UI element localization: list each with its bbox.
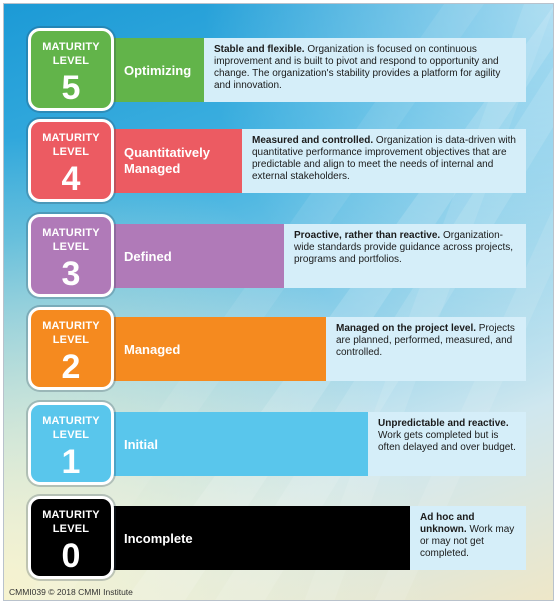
maturity-levels-diagram	[3, 3, 554, 601]
level-3-description-heading: Proactive, rather than reactive.	[294, 230, 441, 241]
level-5-description-text: Organization is focused on continuous improvement and is built to pivot and respond to opportunity and change. The organization's stability provides a platform for agility and innovation.	[214, 44, 501, 91]
level-4-name-bar	[104, 129, 252, 193]
badge-label-level: LEVEL	[52, 55, 90, 67]
level-4-number: 4	[61, 160, 81, 198]
badge-label-maturity: MATURITY	[42, 227, 100, 239]
badge-label-level: LEVEL	[52, 429, 90, 441]
level-4-badge-label	[31, 131, 111, 159]
level-0-badge-label	[31, 508, 111, 536]
badge-label-maturity: MATURITY	[42, 41, 100, 53]
level-4-description	[242, 129, 526, 193]
level-2-number: 2	[61, 348, 81, 386]
badge-label-level: LEVEL	[52, 334, 90, 346]
level-0-name: Incomplete	[124, 530, 193, 546]
level-4-description-heading: Measured and controlled.	[252, 135, 374, 146]
level-2-badge-label	[31, 319, 111, 347]
level-4-badge	[28, 119, 114, 202]
level-5-name: Optimizing	[124, 62, 192, 78]
level-3-badge-label	[31, 226, 111, 254]
level-2-name-bar	[104, 317, 336, 381]
level-5-badge-label	[31, 40, 111, 68]
level-1-badge	[28, 402, 114, 485]
level-3-badge	[28, 214, 114, 297]
level-1-description-text: Work gets completed but is often delayed and over budget.	[378, 430, 516, 453]
badge-label-maturity: MATURITY	[42, 415, 100, 427]
badge-label-level: LEVEL	[52, 241, 90, 253]
level-0-description-heading: Ad hoc and unknown.	[420, 512, 475, 535]
badge-label-maturity: MATURITY	[42, 132, 100, 144]
badge-label-maturity: MATURITY	[42, 509, 100, 521]
level-0-description	[410, 506, 526, 570]
level-0-badge	[28, 496, 114, 579]
level-4-name: Quantitatively Managed	[124, 145, 210, 176]
copyright-footer: CMMI039 © 2018 CMMI Institute	[9, 587, 133, 597]
level-1-name: Initial	[124, 436, 158, 452]
level-3-description-text: Organization-wide standards provide guidance across projects, programs and portfolios.	[294, 230, 514, 265]
badge-label-maturity: MATURITY	[42, 320, 100, 332]
level-5-number: 5	[61, 69, 81, 107]
level-1-number: 1	[61, 443, 81, 481]
level-1-badge-label	[31, 414, 111, 442]
level-0-number: 0	[61, 537, 81, 575]
level-3-name: Defined	[124, 248, 172, 264]
level-5-badge	[28, 28, 114, 111]
level-5-description	[204, 38, 526, 102]
level-2-description-text: Projects are planned, performed, measured, and controlled.	[336, 323, 515, 358]
level-2-description	[326, 317, 526, 381]
level-5-description-heading: Stable and flexible.	[214, 44, 305, 55]
level-1-name-bar	[104, 412, 378, 476]
level-2-description-heading: Managed on the project level.	[336, 323, 477, 334]
level-3-name-bar	[104, 224, 294, 288]
level-1-description-heading: Unpredictable and reactive.	[378, 418, 509, 429]
level-1-description	[368, 412, 526, 476]
level-2-badge	[28, 307, 114, 390]
level-0-name-bar	[104, 506, 420, 570]
badge-label-level: LEVEL	[52, 523, 90, 535]
badge-label-level: LEVEL	[52, 146, 90, 158]
level-4-description-text: Organization is data-driven with quantitative performance improvement objectives that are predictable and align to meet the needs of internal and external stakeholders.	[252, 135, 516, 182]
level-3-description	[284, 224, 526, 288]
level-0-description-text: Work may or may not get completed.	[420, 524, 515, 559]
level-5-name-bar	[104, 38, 214, 102]
level-2-name: Managed	[124, 341, 181, 357]
level-3-number: 3	[61, 255, 81, 293]
